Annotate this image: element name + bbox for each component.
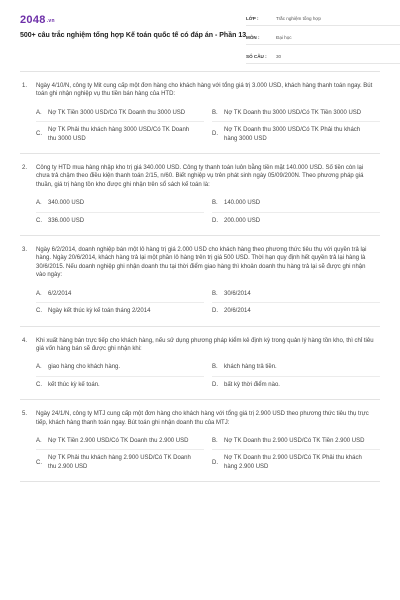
- meta-value: Trắc nghiệm tổng hợp: [276, 16, 321, 21]
- header: [20, 0, 380, 72]
- question-stem: [20, 327, 380, 354]
- question-4: [20, 327, 380, 401]
- option-text: giao hàng cho khách hàng.: [48, 364, 121, 371]
- option-text: 340.000 USD: [48, 200, 85, 207]
- meta-row-subject: [246, 31, 400, 45]
- document-title: 500+ câu trắc nghiệm tổng hợp Kế toán quốc tế có đáp án - Phần 13: [20, 32, 247, 39]
- meta-label: MÔN :: [246, 35, 260, 40]
- option-b[interactable]: [212, 105, 380, 122]
- question-stem: [20, 236, 380, 280]
- option-d[interactable]: [212, 213, 380, 229]
- option-text: 200.000 USD: [224, 217, 261, 224]
- option-b[interactable]: [212, 433, 380, 450]
- option-text: Nợ TK Tiền 2.900 USD/Có TK Doanh thu 2.900 USD: [48, 437, 189, 444]
- option-c[interactable]: [36, 303, 204, 319]
- question-stem: [20, 72, 380, 99]
- logo-suffix: .vn: [46, 18, 55, 24]
- option-letter: D.: [212, 131, 218, 138]
- option-text: 336.000 USD: [48, 217, 85, 224]
- option-a[interactable]: [36, 286, 204, 303]
- option-b[interactable]: [212, 286, 380, 303]
- question-5: [20, 400, 380, 482]
- option-text: Nợ TK Doanh thu 2.900 USD/Có TK Tiền 2.900 USD: [224, 437, 365, 444]
- option-d[interactable]: [212, 450, 380, 475]
- option-letter: A.: [36, 364, 42, 371]
- option-grid: [20, 189, 380, 235]
- option-letter: B.: [212, 437, 218, 444]
- option-d[interactable]: [212, 303, 380, 319]
- option-text: Nợ TK Tiền 3000 USD/Có TK Doanh thu 3000 USD: [48, 109, 186, 116]
- option-letter: C.: [36, 381, 42, 388]
- option-letter: A.: [36, 437, 42, 444]
- option-letter: D.: [212, 217, 218, 224]
- option-grid: [20, 280, 380, 326]
- question-text: Ngày 6/2/2014, doanh nghiệp bán một lô hàng trị giá 2.000 USD cho khách hàng theo phương thức tiêu thụ với quyền trả lại hàng. Ngày 20/6/2014, khách hàng trả lại một phần lô hàng trên trị giá 500 USD. Thời hạn quy định hết quyền trả lại hàng là 30/6/2015. Nếu doanh nghiệp ghi nhận doanh thu tại thời điểm giao hàng thì khoản doanh thu hàng trả lại sẽ được ghi nhận vào ngày:: [36, 247, 367, 279]
- question-stem: [20, 154, 380, 189]
- option-text: Nợ TK Doanh thu 3000 USD/Có TK Tiền 3000 USD: [224, 109, 362, 116]
- question-number: 4.: [22, 337, 28, 344]
- option-a[interactable]: [36, 105, 204, 122]
- option-letter: B.: [212, 200, 218, 207]
- logo-text: 2048: [20, 14, 46, 26]
- option-letter: C.: [36, 308, 42, 315]
- question-number: 1.: [22, 83, 28, 89]
- option-grid: [20, 353, 380, 399]
- option-letter: C.: [36, 131, 42, 138]
- meta-value: 30: [276, 54, 282, 59]
- meta-label: LỚP :: [246, 16, 259, 21]
- option-c[interactable]: [36, 377, 204, 393]
- option-text: kết thúc kỳ kế toán.: [48, 381, 100, 388]
- option-c[interactable]: [36, 213, 204, 229]
- option-letter: D.: [212, 308, 218, 315]
- option-b[interactable]: [212, 359, 380, 376]
- question-3: [20, 236, 380, 326]
- option-d[interactable]: [212, 377, 380, 393]
- meta-table: [246, 12, 400, 69]
- question-1: [20, 72, 380, 154]
- question-number: 2.: [22, 165, 28, 172]
- option-letter: D.: [212, 459, 218, 466]
- option-text: Ngày kết thúc kỳ kế toán tháng 2/2014: [48, 308, 151, 315]
- meta-value: Đại học: [276, 35, 292, 40]
- option-letter: A.: [36, 109, 42, 116]
- option-text: 140.000 USD: [224, 200, 261, 207]
- meta-row-class: [246, 12, 400, 26]
- option-letter: B.: [212, 290, 218, 297]
- option-letter: A.: [36, 200, 42, 207]
- question-number: 3.: [22, 247, 28, 254]
- question-number: 5.: [22, 411, 28, 418]
- option-c[interactable]: [36, 122, 204, 147]
- option-letter: C.: [36, 217, 42, 224]
- option-a[interactable]: [36, 359, 204, 376]
- option-text: 6/2/2014: [48, 290, 72, 297]
- option-b[interactable]: [212, 195, 380, 212]
- question-stem: [20, 400, 380, 427]
- option-text: Nợ TK Doanh thu 2.900 USD/Có TK Phải thu khách hàng 2.900 USD: [224, 455, 362, 470]
- question-text: Công ty HTD mua hàng nhập kho trị giá 340.000 USD. Công ty thanh toán luôn bằng tiền mặt 140.000 USD. Số tiền còn lại chưa trả chậm theo điều kiện thanh toán 2/15, n/60. Biết nghiệp vụ trên phát sinh ngày 05/09/200N. Theo phương pháp giá thuần, giá trị hàng tồn kho được ghi nhận trên sổ sách kế toán là:: [36, 165, 364, 188]
- question-list: [20, 72, 380, 482]
- option-letter: B.: [212, 109, 218, 116]
- meta-label: SỐ CÂU :: [246, 54, 267, 59]
- site-logo[interactable]: [20, 14, 55, 26]
- option-letter: B.: [212, 364, 218, 371]
- question-2: [20, 154, 380, 236]
- option-text: Nợ TK Doanh thu 3000 USD/Có TK Phải thu khách hàng 3000 USD: [224, 127, 361, 142]
- question-text: Ngày 24/1/N, công ty MTJ cung cấp một đơn hàng cho khách hàng với tổng giá trị 2.900 USD theo phương thức tiêu thụ trực tiếp, khách hàng thanh toán ngay. Bút toán ghi nhận doanh thu của MTJ:: [36, 411, 369, 426]
- question-text: Khi xuất hàng bán trực tiếp cho khách hàng, nếu sử dụng phương pháp kiểm kê định kỳ trong quản lý hàng tồn kho, thì chỉ tiêu giá vốn hàng bán sẽ được ghi nhận khi:: [36, 337, 374, 352]
- option-a[interactable]: [36, 195, 204, 212]
- option-a[interactable]: [36, 433, 204, 450]
- option-text: khách hàng trả tiền.: [224, 364, 277, 371]
- option-c[interactable]: [36, 450, 204, 475]
- meta-row-count: [246, 50, 400, 64]
- option-letter: A.: [36, 290, 42, 297]
- option-text: bất kỳ thời điểm nào.: [224, 381, 280, 388]
- option-grid: [20, 427, 380, 481]
- option-d[interactable]: [212, 122, 380, 147]
- option-text: Nợ TK Phải thu khách hàng 2.900 USD/Có TK Doanh thu 2.900 USD: [48, 455, 191, 470]
- question-text: Ngày 4/10/N, công ty Mit cung cấp một đơn hàng cho khách hàng với tổng giá trị 3.000 USD, khách hàng thanh toán ngay. Bút toán ghi nhận nghiệp vụ thu tiền bán hàng của HTD:: [36, 83, 373, 98]
- option-grid: [20, 99, 380, 153]
- option-letter: C.: [36, 459, 42, 466]
- option-text: 30/6/2014: [224, 290, 251, 297]
- option-text: Nợ TK Phải thu khách hàng 3000 USD/Có TK Doanh thu 3000 USD: [48, 127, 190, 142]
- option-letter: D.: [212, 381, 218, 388]
- option-text: 20/6/2014: [224, 308, 251, 315]
